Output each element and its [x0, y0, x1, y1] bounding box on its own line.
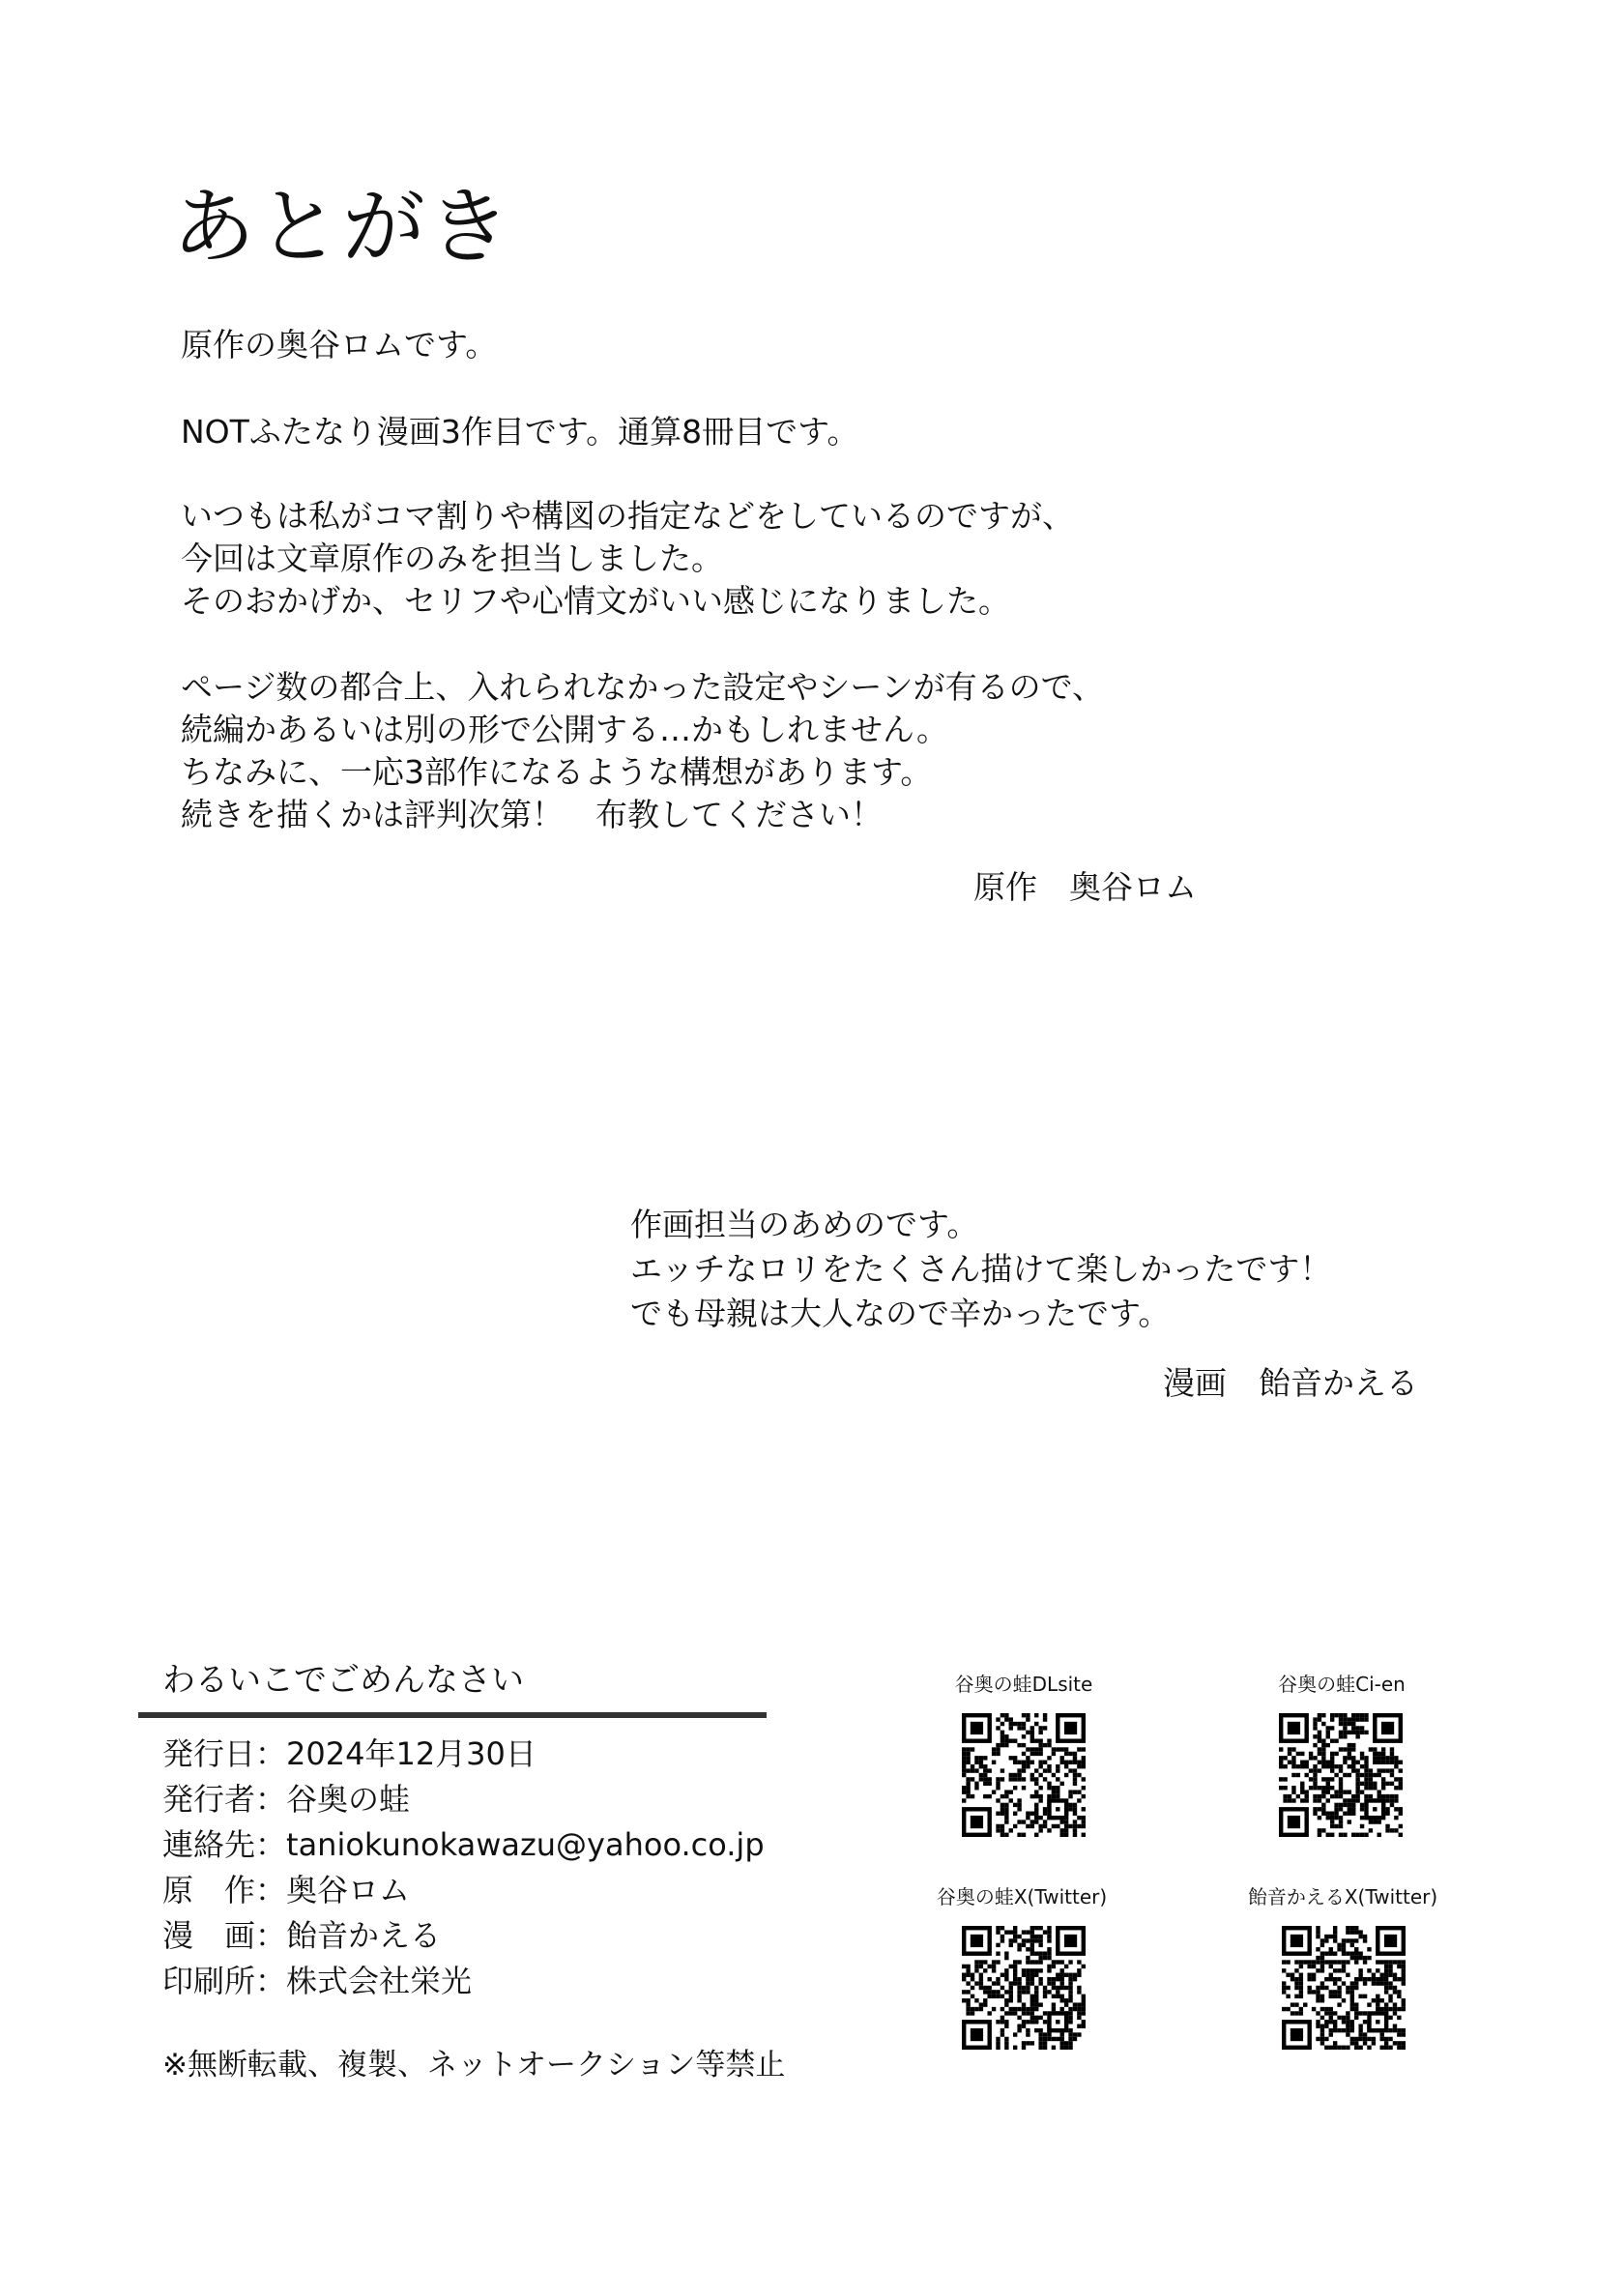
colophon-label: 漫 画： [162, 1917, 287, 1954]
text-line: 原作の奥谷ロムです。 [181, 326, 498, 364]
text-line: 作画担当のあめのです。 [630, 1206, 979, 1243]
colophon-label: 印刷所： [162, 1963, 287, 1999]
colophon-value: 飴音かえる [286, 1917, 442, 1954]
qr-label-dlsite: 谷奥の蛙DLsite [954, 1673, 1093, 1696]
contact-email: taniokunokawazu@yahoo.co.jp [286, 1826, 765, 1863]
colophon-row-original [162, 1868, 765, 1913]
text-line: 続きを描くかは評判次第！ 布教してください！ [181, 796, 883, 833]
book-title: わるいこでごめんなさい [162, 1661, 524, 1700]
colophon-value: 奥谷ロム [286, 1872, 411, 1908]
author-paragraph-2 [181, 411, 859, 453]
divider [138, 1712, 767, 1718]
colophon-label: 発行者： [162, 1781, 287, 1818]
qr-label-x-taniokunokawazu: 谷奥の蛙X(Twitter) [936, 1885, 1108, 1908]
colophon-value: 株式会社栄光 [286, 1963, 473, 1999]
text-line: NOTふたなり漫画3作目です。通算8冊目です。 [181, 413, 859, 451]
colophon-value: 谷奥の蛙 [286, 1781, 411, 1818]
page-title: あとがき [172, 179, 512, 276]
qr-code-icon[interactable] [1279, 1713, 1403, 1837]
text-line: でも母親は大人なので辛かったです。 [630, 1295, 1171, 1332]
colophon-row-manga [162, 1913, 765, 1959]
text-line: エッチなロリをたくさん描けて楽しかったです！ [630, 1250, 1332, 1288]
colophon-label: 発行日： [162, 1735, 287, 1772]
author-paragraph-3 [181, 495, 1074, 623]
text-line: 今回は文章原作のみを担当しました。 [181, 539, 723, 577]
colophon-label: 連絡先： [162, 1826, 287, 1863]
colophon-row-publisher [162, 1777, 765, 1822]
text-line: ちなみに、一応3部作になるような構想があります。 [181, 753, 933, 791]
colophon-row-date [162, 1732, 765, 1777]
text-line: そのおかげか、セリフや心情文がいい感じになりました。 [181, 582, 1010, 620]
qr-label-x-amene-kaeru: 飴音かえるX(Twitter) [1247, 1885, 1438, 1908]
colophon [162, 1732, 765, 2004]
colophon-label: 原 作： [162, 1872, 287, 1908]
artist-signature: 漫画 飴音かえる [1163, 1364, 1418, 1402]
author-paragraph-1 [181, 324, 497, 366]
qr-label-cien: 谷奥の蛙Ci-en [1278, 1673, 1406, 1696]
author-paragraph-4 [181, 666, 1104, 836]
text-line: いつもは私がコマ割りや構図の指定などをしているのですが、 [181, 497, 1074, 535]
qr-code-icon[interactable] [962, 1926, 1086, 2050]
qr-code-icon[interactable] [962, 1713, 1086, 1837]
text-line: ページ数の都合上、入れられなかった設定やシーンが有るので、 [181, 668, 1105, 706]
colophon-row-printer [162, 1959, 765, 2004]
qr-code-icon[interactable] [1282, 1926, 1406, 2050]
artist-note [630, 1203, 1331, 1336]
colophon-row-contact [162, 1822, 765, 1868]
copyright-notice: ※無断転載、複製、ネットオークション等禁止 [162, 2048, 786, 2083]
text-line: 続編かあるいは別の形で公開する…かもしれません。 [181, 711, 948, 748]
author-signature: 原作 奥谷ロム [973, 868, 1197, 906]
colophon-value: 2024年12月30日 [286, 1735, 536, 1772]
